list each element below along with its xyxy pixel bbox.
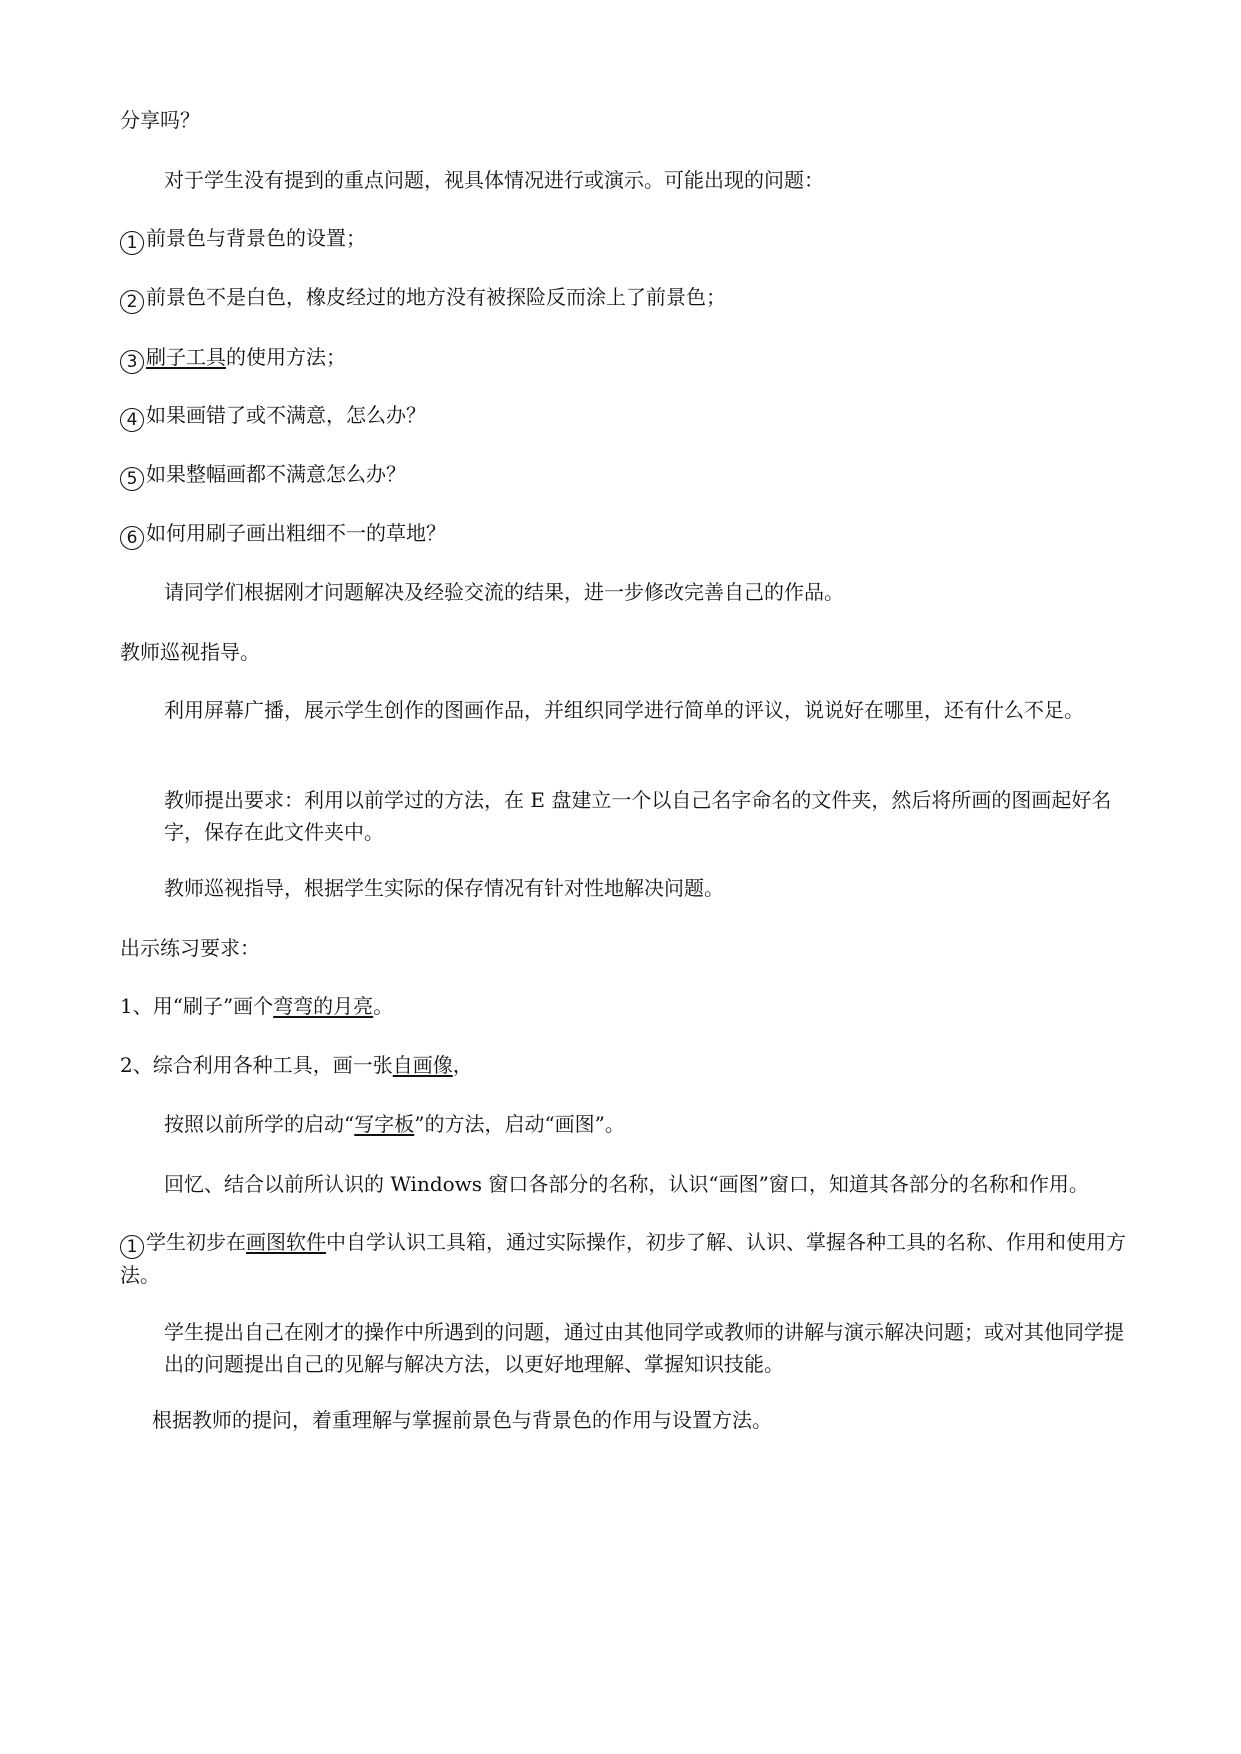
text-line: 根据教师的提问，着重理解与掌握前景色与背景色的作用与设置方法。 — [152, 1408, 772, 1432]
text-line: 出示练习要求： — [120, 936, 260, 960]
text-paragraph: 教师提出要求：利用以前学过的方法，在 E 盘建立一个以自己名字命名的文件夹，然后将所画的图画起好名字，保存在此文件夹中。 — [164, 788, 1112, 844]
text-segment: ”的方法，启动“画图”。 — [414, 1112, 625, 1136]
exercise-text: 2、综合利用各种工具，画一张 — [120, 1053, 393, 1077]
text-line: 分享吗？ — [120, 108, 200, 132]
crescent-moon-link[interactable]: 弯弯的月亮 — [273, 994, 374, 1018]
circled-number: 6 — [120, 526, 144, 550]
text-line: 对于学生没有提到的重点问题，视具体情况进行或演示。可能出现的问题： — [164, 168, 824, 192]
list-item — [120, 281, 1130, 314]
list-item-text: 如果整幅画都不满意怎么办？ — [146, 462, 406, 486]
list-item-text: 如何用刷子画出粗细不一的草地？ — [146, 521, 446, 545]
text-paragraph — [120, 1226, 1130, 1291]
list-item-text: 前景色不是白色，橡皮经过的地方没有被探险反而涂上了前景色； — [146, 285, 726, 309]
circled-number: 1 — [120, 231, 144, 255]
text-segment: 中自学认识工具箱，通过实际操作，初步了解、认识、掌握各种工具的名称、作用和使用方法。 — [120, 1230, 1126, 1287]
text-line: 回忆、结合以前所认识的 Windows 窗口各部分的名称，认识“画图”窗口，知道其各部分的名称和作用。 — [164, 1172, 1089, 1196]
text-line: 教师巡视指导。 — [120, 640, 260, 664]
text-line: 教师巡视指导，根据学生实际的保存情况有针对性地解决问题。 — [164, 876, 724, 900]
exercise-item — [120, 990, 1130, 1022]
exercise-text: 。 — [373, 994, 394, 1018]
paint-software-link[interactable]: 画图软件 — [246, 1230, 326, 1254]
exercise-item — [120, 1049, 1130, 1081]
self-portrait-link[interactable]: 自画像 — [392, 1053, 453, 1077]
circled-number: 2 — [120, 290, 144, 314]
wordpad-link[interactable]: 写字板 — [354, 1112, 415, 1136]
circled-number: 5 — [120, 467, 144, 491]
circled-number: 1 — [120, 1235, 144, 1259]
text-segment: 学生初步在 — [146, 1230, 246, 1254]
list-item — [120, 399, 1130, 432]
list-item-text: 如果画错了或不满意，怎么办？ — [146, 403, 426, 427]
list-item — [120, 517, 1130, 550]
brush-tool-link[interactable]: 刷子工具 — [146, 345, 226, 369]
text-line — [120, 1108, 1130, 1140]
list-item — [120, 222, 1130, 255]
exercise-text: 1、用“刷子”画个 — [120, 994, 274, 1018]
text-segment: 按照以前所学的启动“ — [164, 1112, 355, 1136]
text-paragraph: 利用屏幕广播，展示学生创作的图画作品，并组织同学进行简单的评议，说说好在哪里，还有什么不足。 — [164, 698, 1084, 722]
list-item — [120, 458, 1130, 491]
list-item — [120, 341, 1130, 374]
text-paragraph: 学生提出自己在刚才的操作中所遇到的问题，通过由其他同学或教师的讲解与演示解决问题；或对其他同学提出的问题提出自己的见解与解决方法，以更好地理解、掌握知识技能。 — [164, 1320, 1124, 1376]
circled-number: 3 — [120, 350, 144, 374]
exercise-text: ， — [452, 1053, 473, 1077]
text-line: 请同学们根据刚才问题解决及经验交流的结果，进一步修改完善自己的作品。 — [164, 580, 844, 604]
circled-number: 4 — [120, 408, 144, 432]
list-item-text: 前景色与背景色的设置； — [146, 226, 366, 250]
list-item-text: 的使用方法； — [226, 345, 346, 369]
